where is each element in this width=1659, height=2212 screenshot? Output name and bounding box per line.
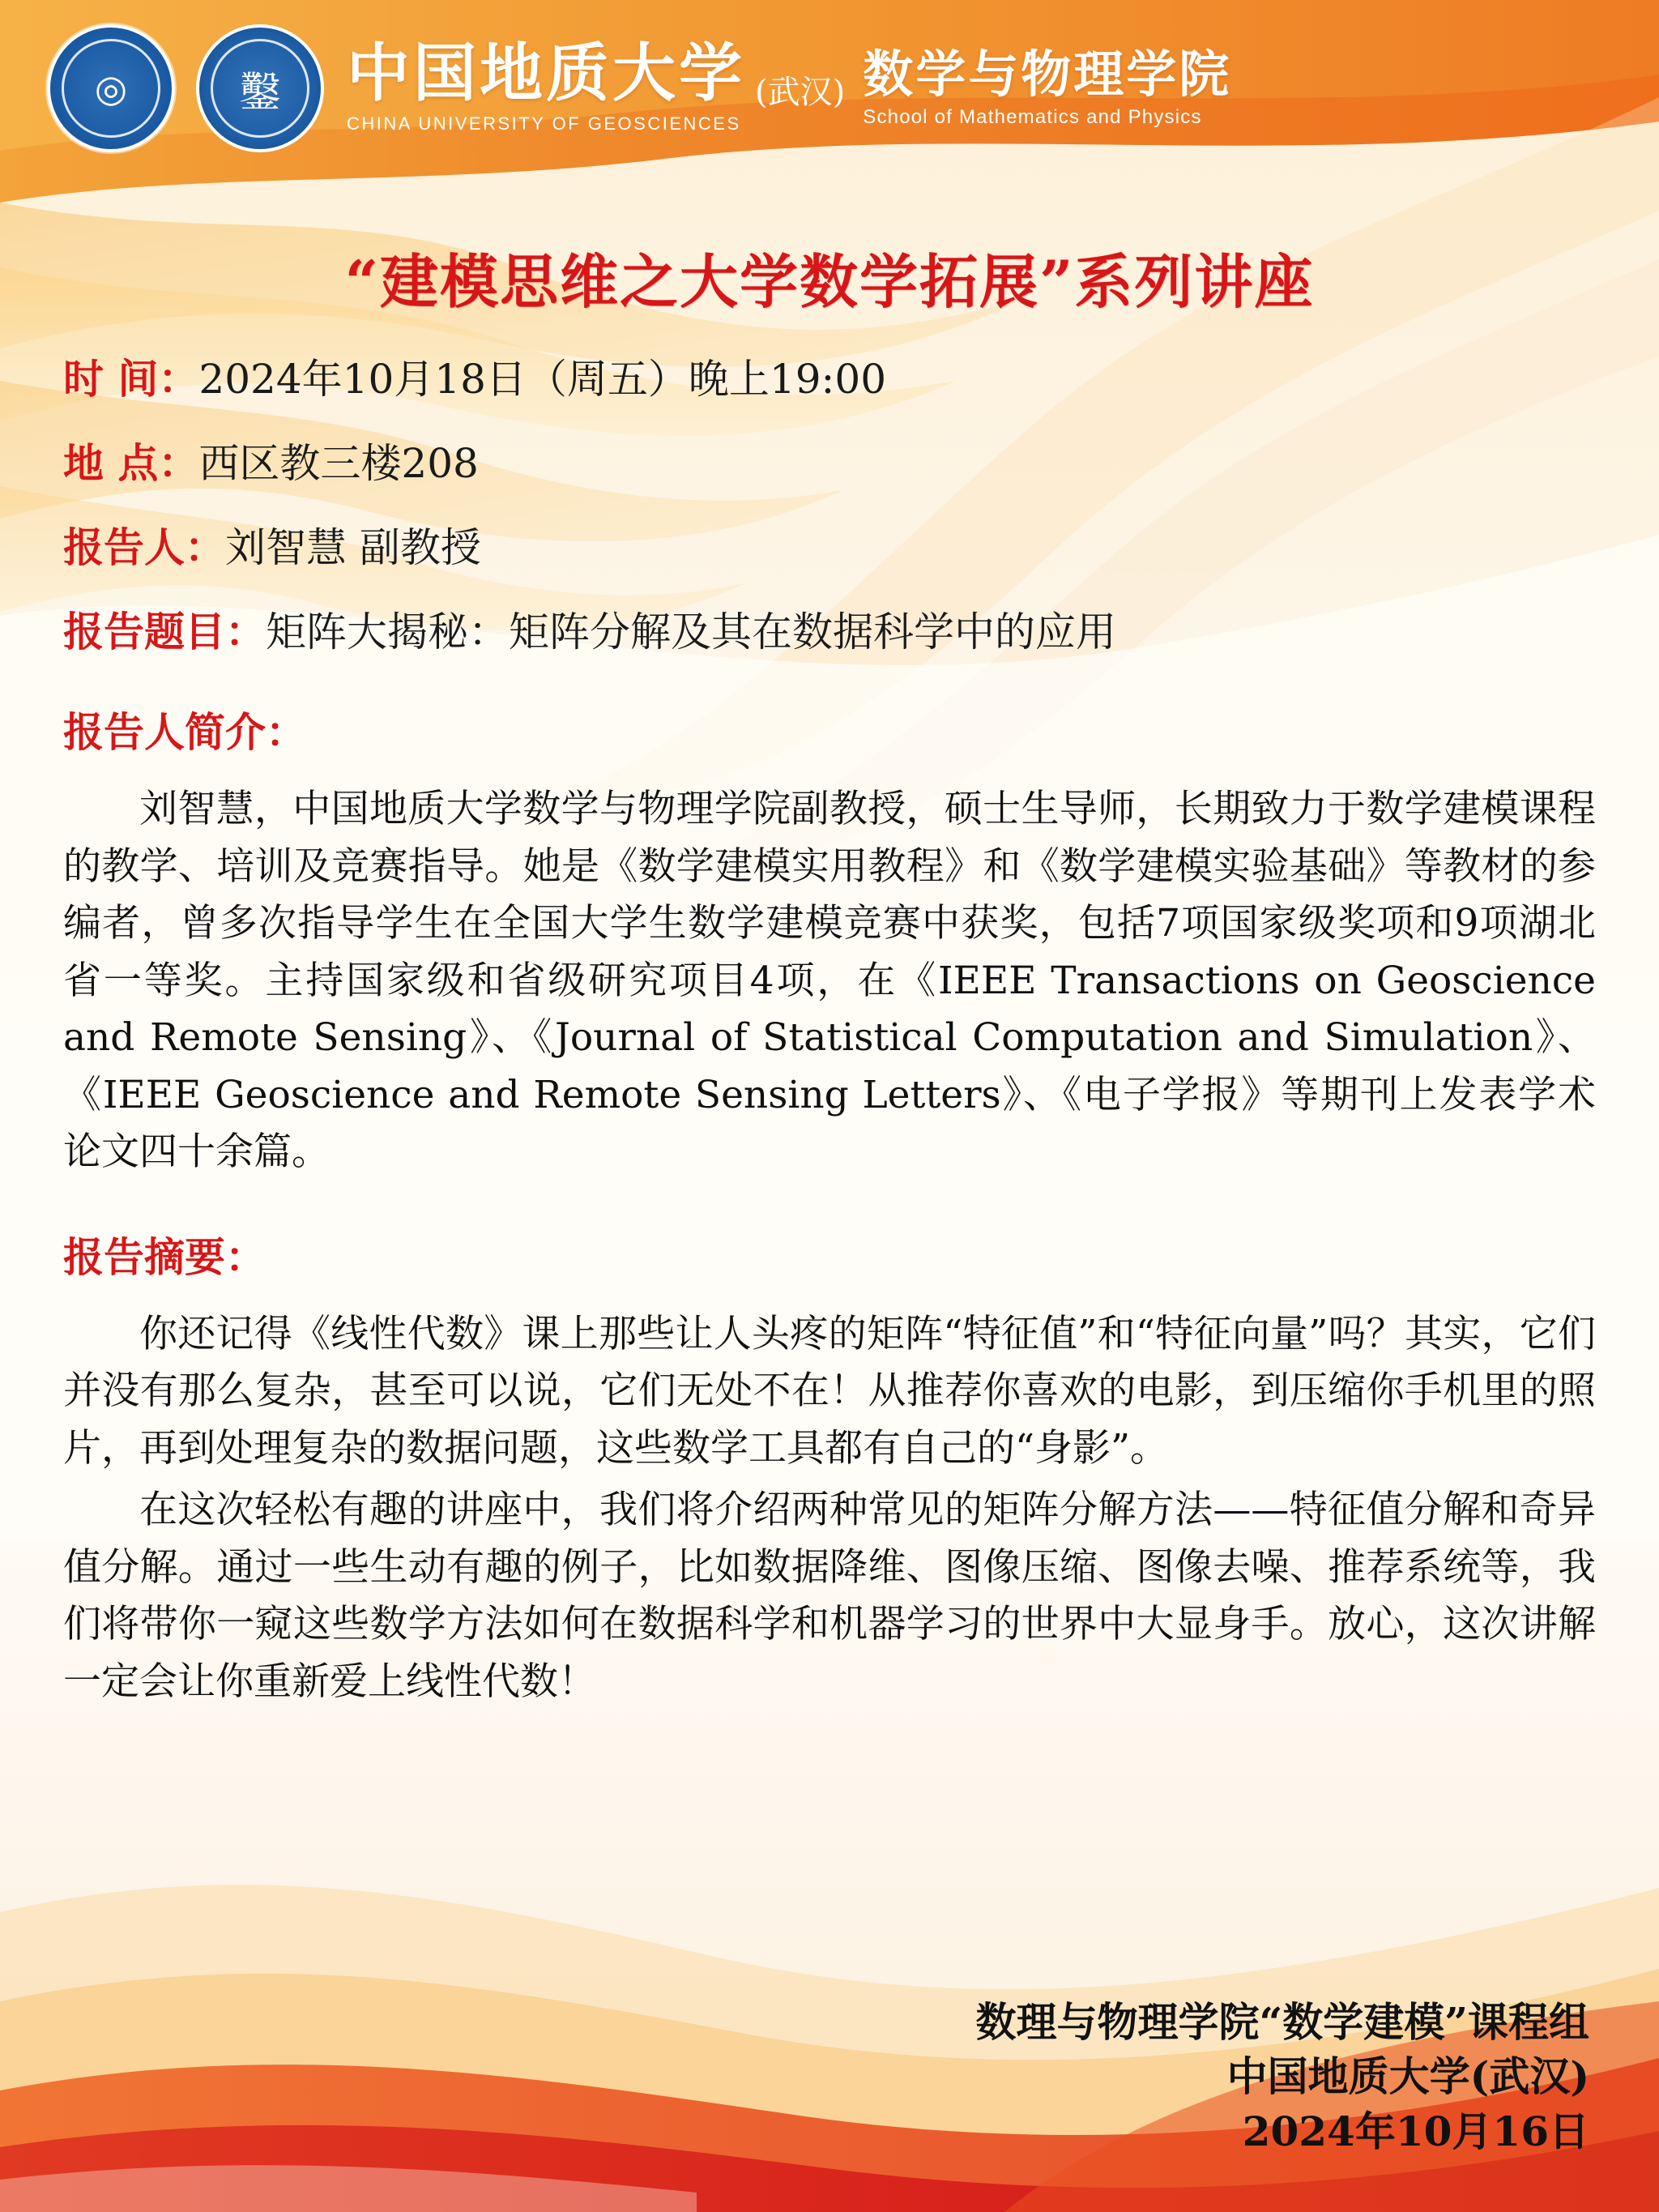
meta-value-time: 2024年10月18日（周五）晚上19:00 [198,356,887,403]
section-heading-abstract: 报告摘要： [63,1232,266,1281]
school-name-en: School of Mathematics and Physics [863,105,1202,128]
meta-value-location: 西区教三楼208 [198,440,479,487]
poster-footer [975,1995,1589,2159]
section-heading-speaker-bio: 报告人简介： [63,708,306,756]
cug-seal-icon: ◎ [47,24,175,152]
footer-organizer: 数理与物理学院“数学建模”课程组 [975,1997,1589,2046]
footer-date: 2024年10月16日 [1242,2107,1589,2155]
meta-row-time [63,355,1596,404]
page-title: “建模思维之大学数学拓展”系列讲座 [344,247,1315,316]
abstract-paragraph-1: 你还记得《线性代数》课上那些让人头疼的矩阵“特征值”和“特征向量”吗？其实，它们并没有那么复杂，甚至可以说，它们无处不在！从推荐你喜欢的电影，到压缩你手机里的照片，再到处理复杂的数据问题，这些数学工具都有自己的“身影”。 [63,1311,1596,1471]
meta-row-location [63,439,1596,488]
meta-row-speaker [63,523,1596,572]
school-name-cn: 数学与物理学院 [863,45,1232,105]
meta-label-topic: 报告题目： [63,608,266,655]
poster-content [0,235,1659,1710]
school-name-block [863,45,1232,128]
university-name-en: CHINA UNIVERSITY OF GEOSCIENCES [347,113,741,134]
speaker-bio-paragraph: 刘智慧，中国地质大学数学与物理学院副教授，硕士生导师，长期致力于数学建模课程的教学、培训及竞赛指导。她是《数学建模实用教程》和《数学建模实验基础》等教材的参编者，曾多次指导学生在全国大学生数学建模竞赛中获奖，包括7项国家级奖项和9项湖北省一等奖。主持国家级和省级研究项目4项，在《IEEE Transactions on Geoscience and Remote Sensing》、《Journal of Statistical Computation and Simulation》、《IEEE Geoscience and Remote Sensing Letters》、《电子学报》等期刊上发表学术论文四十余篇。 [63,787,1596,1174]
abstract-paragraph-2: 在这次轻松有趣的讲座中，我们将介绍两种常见的矩阵分解方法——特征值分解和奇异值分解。通过一些生动有趣的例子，比如数据降维、图像压缩、图像去噪、推荐系统等，我们将带你一窥这些数学方法如何在数据科学和机器学习的世界中大显身手。放心，这次讲解一定会让你重新爱上线性代数！ [63,1488,1596,1704]
cug-emblem-icon: 鑿 [196,24,324,152]
university-name-block [347,36,846,135]
university-name-cn: 中国地质大学 [347,36,746,110]
meta-label-speaker: 报告人： [63,523,225,571]
poster-header [0,0,1659,177]
university-campus-label: (武汉) [755,74,846,111]
meta-label-location: 地 点： [63,439,199,487]
footer-university: 中国地质大学(武汉) [1226,2052,1589,2100]
meta-row-topic [63,608,1596,656]
meta-value-speaker: 刘智慧 副教授 [225,524,481,571]
meta-label-time: 时 间： [63,355,199,403]
meta-value-topic: 矩阵大揭秘：矩阵分解及其在数据科学中的应用 [266,609,1116,655]
